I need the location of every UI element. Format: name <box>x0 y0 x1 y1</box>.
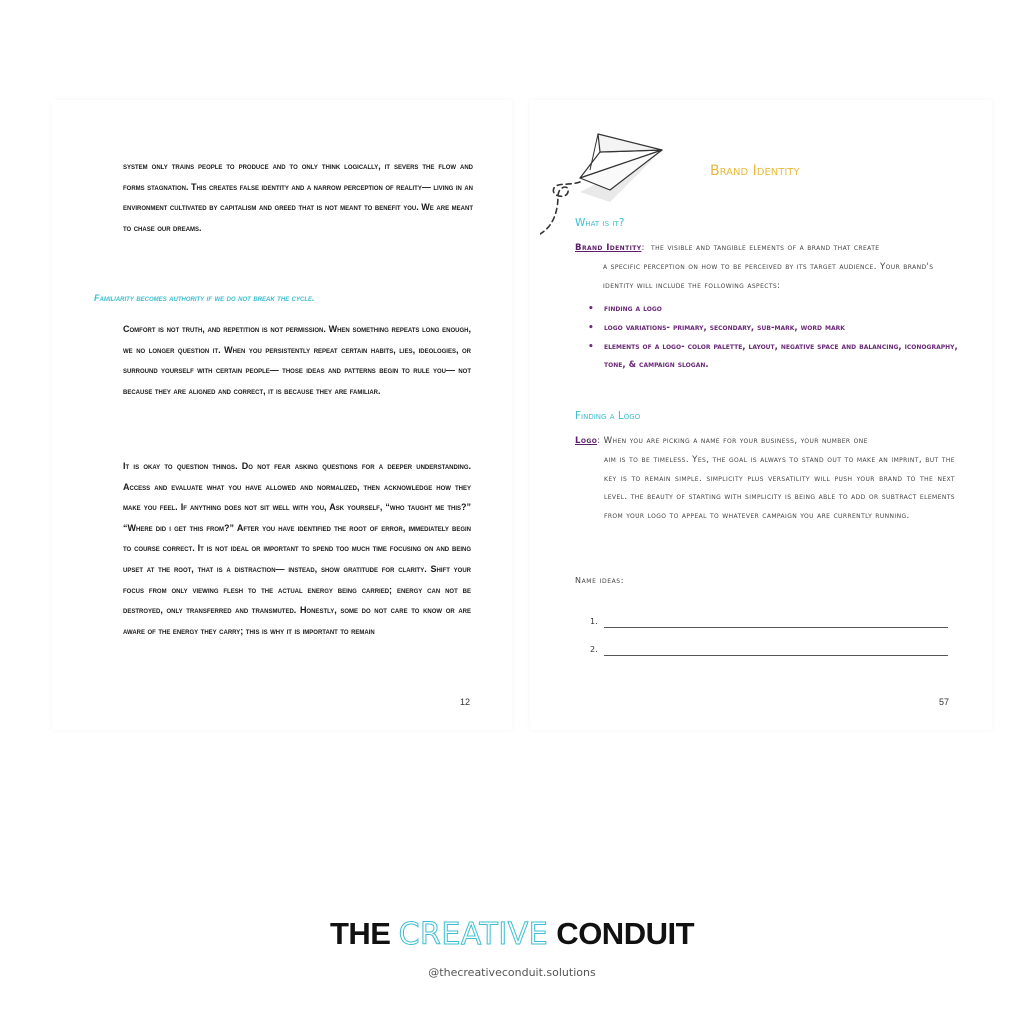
bullet-icon: • <box>588 341 594 352</box>
page-number: 12 <box>460 697 471 707</box>
write-in-rule <box>604 655 948 656</box>
left-page <box>52 100 512 730</box>
line-number: 1. <box>590 617 598 626</box>
brand-logo <box>0 914 1024 955</box>
list-item <box>588 319 958 338</box>
right-page <box>530 100 992 730</box>
body-paragraph: It is okay to question things. Do not fear asking questions for a deeper understanding. Access and evaluate what you have allowed and normalized, then acknowledge how they make you feel. If anything does not sit well with you, Ask yourself, “who taught me this?” “Where did i get this from?” After you have identified the root of error, immediately begin to course correct. It is not ideal or important to spend too much time focusing on and being upset at the root, that is a distraction— instead, show gratitude for clarity. Shift your focus from only viewing flesh to the actual energy being carried; energy can not be destroyed, only transferred and transmuted. Honestly, some do not care to know or are aware of the energy they carry; this is why it is important to remain <box>123 461 471 636</box>
list-item-text: logo variations- primary, secondary, sub-mark, word mark <box>604 322 845 333</box>
logo-text-conduit: CONDUIT <box>548 916 695 951</box>
write-in-rule <box>604 627 948 628</box>
definition-text: aim is to be timeless. Yes, the goal is always to stand out to make an imprint, but the key is to remain simple. simplicity plus versatility will push your brand to the next level. the beauty of starting with simplicity is being able to add or subtract elements from your logo to appeal to whatever campaign you are currently running. <box>604 454 955 522</box>
name-idea-line[interactable] <box>590 645 948 657</box>
definition-term: Logo <box>575 436 598 446</box>
section-subheading: Familiarity becomes authority if we do not break the cycle. <box>94 293 315 303</box>
definition-text: the visible and tangible elements of a brand that create <box>651 243 880 253</box>
body-paragraph: Comfort is not truth, and repetition is not permission. When something repeats long enough, we no longer question it. When you persistently repeat certain habits, lies, ideologies, or surround yourself with certain people— those ideas and patterns begin to rule you— not because they are aligned and correct, it is because they are familiar. <box>123 324 471 396</box>
page-number: 57 <box>939 697 950 707</box>
name-ideas-label: Name ideas: <box>575 576 624 585</box>
social-handle: @thecreativeconduit.solutions <box>428 966 596 979</box>
definition-text: a specific perception on how to be perceived by its target audience. Your brand's identity will include the following aspects: <box>603 261 934 291</box>
list-item <box>588 338 958 376</box>
bullet-icon: • <box>588 322 594 333</box>
section-heading-what-is-it: What is it? <box>575 217 625 229</box>
brand-identity-definition: Brand Identity: the visible and tangible elements of a brand that create a specific perception on how to be perceived by its target audience. Your brand's identity will include the following aspects: <box>575 239 955 295</box>
list-item <box>588 300 958 319</box>
list-item-text: finding a logo <box>604 304 662 314</box>
page-title: Brand Identity <box>710 163 800 179</box>
line-number: 2. <box>590 645 598 654</box>
body-paragraph: system only trains people to produce and to only think logically, it severs the flow and forms stagnation. This creates false identity and a narrow perception of reality— living in an environment cultivated by capitalism and greed that is not meant to benefit you. We are meant to chase our dreams. <box>123 161 474 233</box>
definition-text: When you are picking a name for your business, your number one <box>603 436 868 446</box>
definition-term: Brand Identity <box>575 243 642 253</box>
bullet-icon: • <box>588 304 594 314</box>
logo-text-the: THE <box>329 916 399 951</box>
section-heading-finding-a-logo: Finding a Logo <box>575 410 641 422</box>
list-item-text: elements of a logo- color palette, layout, negative space and balancing, iconography, tone, & campaign slogan. <box>604 341 958 371</box>
aspects-list <box>588 300 958 375</box>
name-idea-line[interactable] <box>590 617 948 629</box>
logo-text-creative: CREATIVE <box>398 917 549 952</box>
logo-definition: Logo: When you are picking a name for your business, your number one aim is to be timeless. Yes, the goal is always to stand out to make an imprint, but the key is to remain simple. simplicity plus versatility will push your brand to the next level. the beauty of starting with simplicity is being able to add or subtract elements from your logo to appeal to whatever campaign you are currently running. <box>575 432 955 526</box>
